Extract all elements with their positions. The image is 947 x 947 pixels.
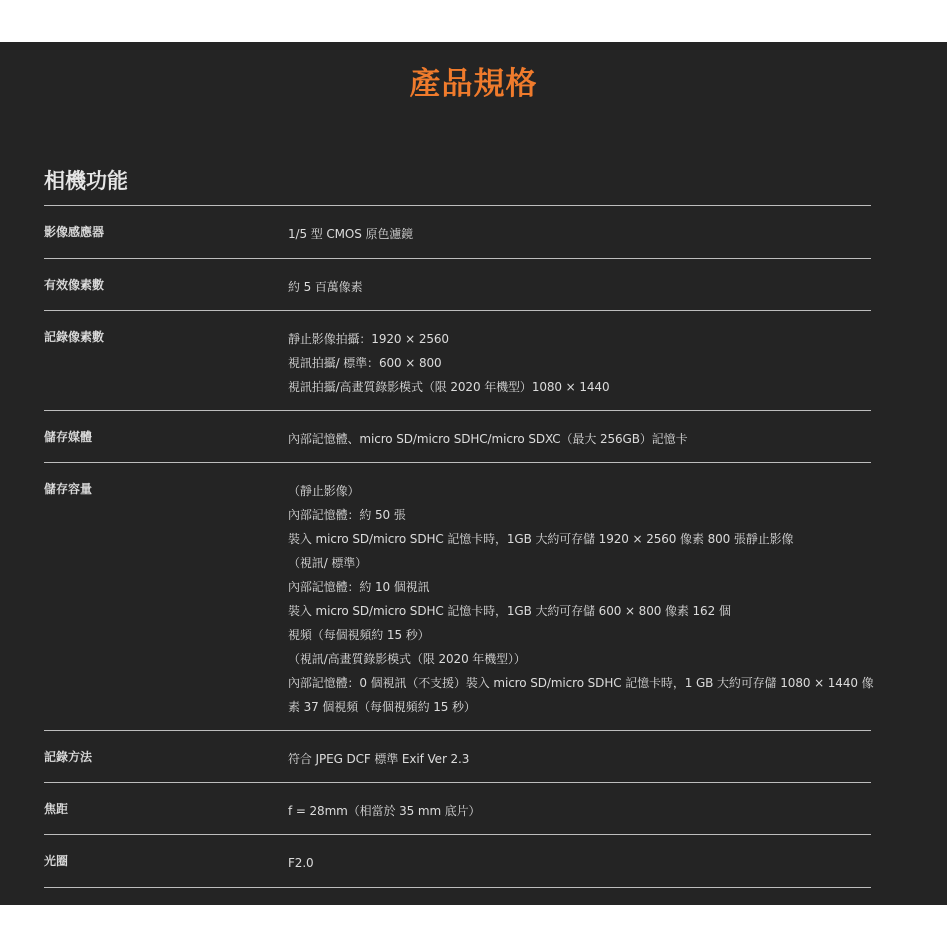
spec-value-line: 裝入 micro SD/micro SDHC 記憶卡時，1GB 大約可存儲 600 × 800 像素 162 個 [288,604,731,618]
spec-value-line: 1/5 型 CMOS 原色濾鏡 [288,227,414,241]
spec-values [288,427,871,451]
spec-row-aperture [44,835,871,888]
spec-label: 焦距 [44,802,69,816]
spec-label: 記錄像素數 [44,330,105,344]
spec-values [288,747,871,771]
spec-values [288,479,874,719]
spec-label: 光圈 [44,854,69,868]
spec-value-line: 符合 JPEG DCF 標準 Exif Ver 2.3 [288,752,470,766]
page-title: 產品規格 [409,66,538,102]
spec-value-line: 視訊拍攝/ 標準：600 × 800 [288,356,442,370]
spec-value-line: f = 28mm（相當於 35 mm 底片） [288,804,481,818]
spec-value-line: 視訊拍攝/高畫質錄影模式（限 2020 年機型）1080 × 1440 [288,380,610,394]
spec-row-focal-length [44,783,871,835]
spec-values [288,222,871,246]
spec-row-storage-capacity [44,463,874,731]
spec-value-line: 靜止影像拍攝：1920 × 2560 [288,332,449,346]
spec-panel [0,42,947,905]
spec-value-line: （視訊/ 標準） [288,556,368,570]
spec-value-line: 視頻（每個視頻約 15 秒） [288,628,430,642]
spec-value-line: 裝入 micro SD/micro SDHC 記憶卡時，1GB 大約可存儲 1920 × 2560 像素 800 張靜止影像 [288,532,794,546]
spec-value-line: 內部記憶體：0 個視訊（不支援）裝入 micro SD/micro SDHC 記憶卡時，1 GB 大約可存儲 1080 × 1440 像 [288,676,874,690]
spec-value-line: 素 37 個視頻（每個視頻約 15 秒） [288,700,476,714]
spec-row-sensor [44,206,871,259]
spec-label: 有效像素數 [44,278,105,292]
spec-label: 儲存媒體 [44,430,93,444]
spec-value-line: 內部記憶體：約 10 個視訊 [288,580,430,594]
spec-row-effective-pixels [44,259,871,311]
spec-label: 影像感應器 [44,225,105,239]
spec-value-line: （視訊/高畫質錄影模式（限 2020 年機型）） [288,652,526,666]
spec-values [288,799,871,823]
spec-value-line: 內部記憶體：約 50 張 [288,508,406,522]
spec-value-line: 約 5 百萬像素 [288,280,363,294]
spec-value-line: F2.0 [288,856,314,870]
spec-row-recording-method [44,731,871,783]
spec-values [288,275,871,299]
section-title: 相機功能 [44,169,128,193]
spec-label: 記錄方法 [44,750,93,764]
spec-row-storage-media [44,411,871,463]
spec-values [288,851,871,875]
spec-row-recording-pixels [44,311,871,411]
spec-label: 儲存容量 [44,482,93,496]
spec-value-line: 內部記憶體、micro SD/micro SDHC/micro SDXC（最大 256GB）記憶卡 [288,432,688,446]
spec-values [288,327,871,399]
spec-value-line: （靜止影像） [288,484,360,498]
spec-table [44,205,874,888]
